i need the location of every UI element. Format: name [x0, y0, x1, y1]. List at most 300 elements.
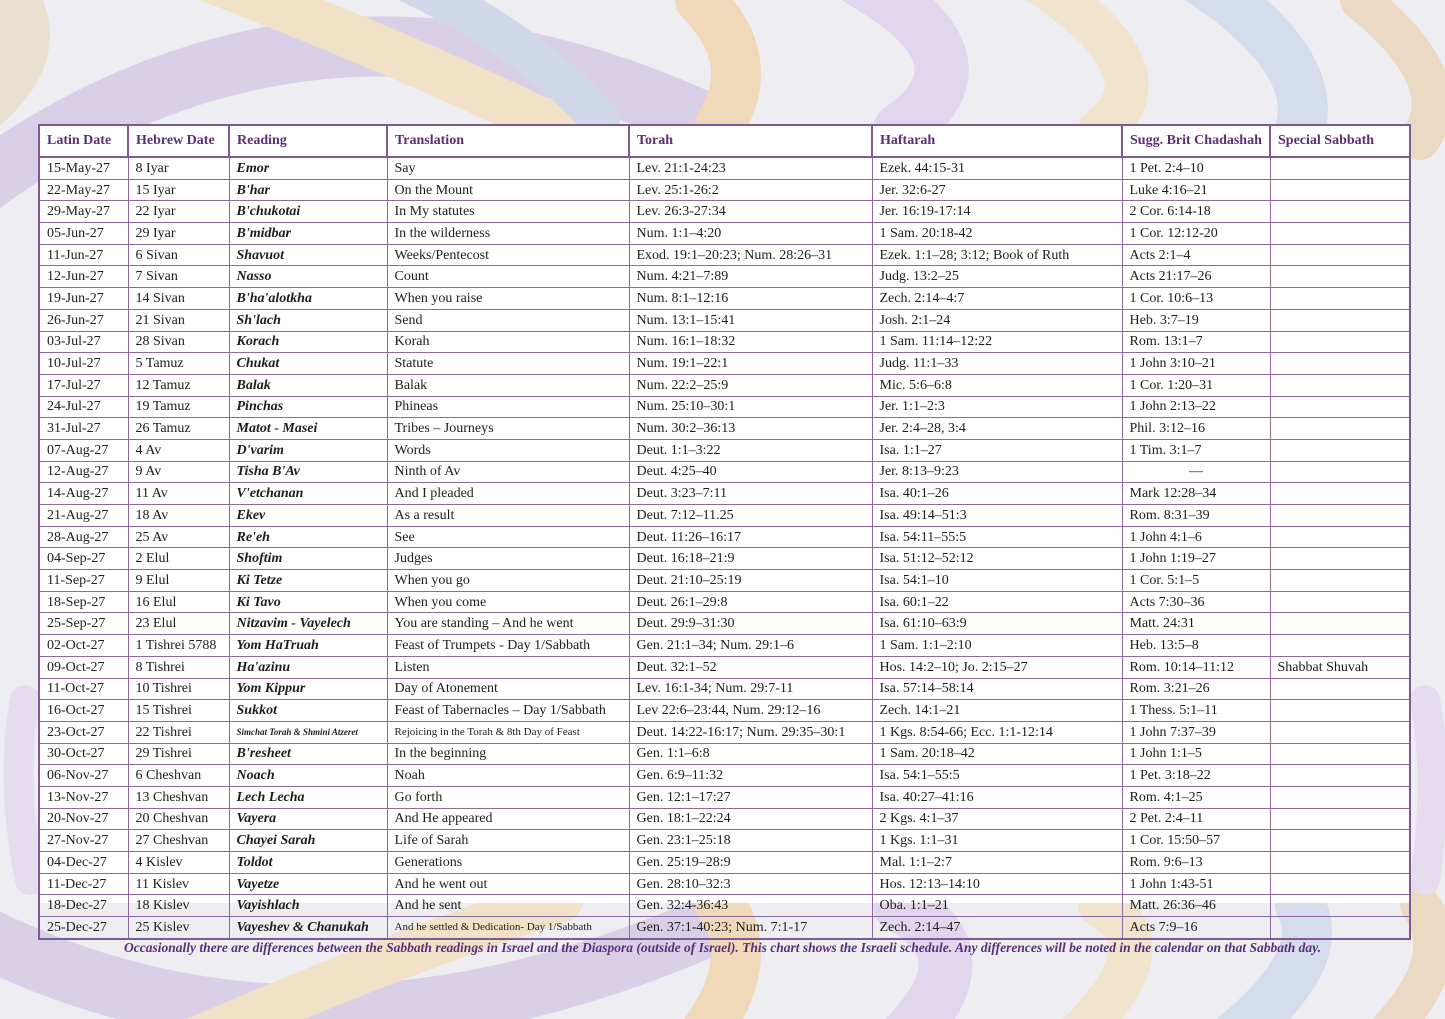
table-row [39, 765, 1410, 787]
cell-latin-date: 02-Oct-27 [39, 635, 128, 657]
cell-brit-chadashah: Acts 2:1–4 [1122, 244, 1270, 266]
cell-special-sabbath [1270, 635, 1410, 657]
header-special-sabbath: Special Sabbath [1270, 125, 1410, 157]
table-row [39, 635, 1410, 657]
table-row [39, 483, 1410, 505]
cell-translation: In My statutes [387, 201, 629, 223]
cell-latin-date: 23-Oct-27 [39, 721, 128, 743]
cell-torah: Num. 1:1–4:20 [629, 223, 872, 245]
cell-torah: Gen. 6:9–11:32 [629, 765, 872, 787]
cell-latin-date: 21-Aug-27 [39, 505, 128, 527]
table-row [39, 418, 1410, 440]
cell-special-sabbath: Shabbat Shuvah [1270, 656, 1410, 678]
table-row [39, 157, 1410, 179]
table-row [39, 374, 1410, 396]
cell-brit-chadashah: Acts 7:30–36 [1122, 591, 1270, 613]
cell-latin-date: 19-Jun-27 [39, 288, 128, 310]
cell-haftarah: Jer. 8:13–9:23 [872, 461, 1122, 483]
cell-reading: Pinchas [229, 396, 387, 418]
cell-torah: Lev. 26:3-27:34 [629, 201, 872, 223]
cell-latin-date: 26-Jun-27 [39, 309, 128, 331]
cell-torah: Gen. 32:4-36:43 [629, 895, 872, 917]
cell-haftarah: 1 Kgs. 1:1–31 [872, 830, 1122, 852]
cell-reading: Ki Tavo [229, 591, 387, 613]
cell-haftarah: Mic. 5:6–6:8 [872, 374, 1122, 396]
cell-latin-date: 27-Nov-27 [39, 830, 128, 852]
cell-reading: Tisha B'Av [229, 461, 387, 483]
cell-reading: Shavuot [229, 244, 387, 266]
cell-torah: Deut. 14:22-16:17; Num. 29:35–30:1 [629, 721, 872, 743]
cell-brit-chadashah: Matt. 26:36–46 [1122, 895, 1270, 917]
cell-haftarah: Jer. 16:19-17:14 [872, 201, 1122, 223]
cell-translation: Phineas [387, 396, 629, 418]
cell-translation: Listen [387, 656, 629, 678]
cell-translation: As a result [387, 505, 629, 527]
cell-hebrew-date: 18 Kislev [128, 895, 229, 917]
cell-hebrew-date: 11 Av [128, 483, 229, 505]
cell-haftarah: Josh. 2:1–24 [872, 309, 1122, 331]
cell-special-sabbath [1270, 418, 1410, 440]
header-latin-date: Latin Date [39, 125, 128, 157]
cell-reading: Sukkot [229, 700, 387, 722]
cell-special-sabbath [1270, 223, 1410, 245]
cell-latin-date: 24-Jul-27 [39, 396, 128, 418]
cell-hebrew-date: 10 Tishrei [128, 678, 229, 700]
table-row [39, 461, 1410, 483]
cell-translation: Noah [387, 765, 629, 787]
cell-brit-chadashah: Acts 21:17–26 [1122, 266, 1270, 288]
cell-haftarah: Isa. 61:10–63:9 [872, 613, 1122, 635]
cell-haftarah: Judg. 11:1–33 [872, 353, 1122, 375]
cell-haftarah: Ezek. 1:1–28; 3:12; Book of Ruth [872, 244, 1122, 266]
cell-translation: And I pleaded [387, 483, 629, 505]
cell-hebrew-date: 12 Tamuz [128, 374, 229, 396]
cell-brit-chadashah: 1 Cor. 15:50–57 [1122, 830, 1270, 852]
cell-latin-date: 05-Jun-27 [39, 223, 128, 245]
cell-haftarah: Isa. 54:1–10 [872, 570, 1122, 592]
cell-special-sabbath [1270, 786, 1410, 808]
cell-hebrew-date: 8 Iyar [128, 157, 229, 179]
cell-special-sabbath [1270, 526, 1410, 548]
cell-torah: Num. 8:1–12:16 [629, 288, 872, 310]
cell-translation: Count [387, 266, 629, 288]
cell-latin-date: 20-Nov-27 [39, 808, 128, 830]
cell-latin-date: 31-Jul-27 [39, 418, 128, 440]
cell-torah: Gen. 18:1–22:24 [629, 808, 872, 830]
cell-torah: Gen. 25:19–28:9 [629, 852, 872, 874]
cell-special-sabbath [1270, 873, 1410, 895]
cell-brit-chadashah: 1 Thess. 5:1–11 [1122, 700, 1270, 722]
table-row [39, 700, 1410, 722]
cell-hebrew-date: 25 Av [128, 526, 229, 548]
cell-brit-chadashah: 2 Cor. 6:14-18 [1122, 201, 1270, 223]
cell-brit-chadashah: 1 Tim. 3:1–7 [1122, 439, 1270, 461]
cell-latin-date: 12-Jun-27 [39, 266, 128, 288]
table-row [39, 873, 1410, 895]
cell-torah: Gen. 23:1–25:18 [629, 830, 872, 852]
cell-torah: Lev. 25:1-26:2 [629, 179, 872, 201]
cell-special-sabbath [1270, 570, 1410, 592]
cell-latin-date: 25-Dec-27 [39, 917, 128, 939]
cell-latin-date: 11-Dec-27 [39, 873, 128, 895]
cell-torah: Num. 25:10–30:1 [629, 396, 872, 418]
cell-haftarah: Hos. 14:2–10; Jo. 2:15–27 [872, 656, 1122, 678]
table-row [39, 223, 1410, 245]
cell-latin-date: 18-Sep-27 [39, 591, 128, 613]
cell-torah: Gen. 12:1–17:27 [629, 786, 872, 808]
cell-hebrew-date: 11 Kislev [128, 873, 229, 895]
cell-reading: Matot - Masei [229, 418, 387, 440]
cell-hebrew-date: 23 Elul [128, 613, 229, 635]
cell-haftarah: Hos. 12:13–14:10 [872, 873, 1122, 895]
cell-latin-date: 06-Nov-27 [39, 765, 128, 787]
cell-reading: B'resheet [229, 743, 387, 765]
cell-hebrew-date: 20 Cheshvan [128, 808, 229, 830]
cell-brit-chadashah: 1 John 2:13–22 [1122, 396, 1270, 418]
cell-hebrew-date: 29 Tishrei [128, 743, 229, 765]
cell-special-sabbath [1270, 700, 1410, 722]
cell-hebrew-date: 21 Sivan [128, 309, 229, 331]
table-row [39, 830, 1410, 852]
cell-special-sabbath [1270, 157, 1410, 179]
table-row [39, 439, 1410, 461]
cell-haftarah: Isa. 60:1–22 [872, 591, 1122, 613]
cell-brit-chadashah: 1 Pet. 2:4–10 [1122, 157, 1270, 179]
cell-haftarah: Judg. 13:2–25 [872, 266, 1122, 288]
cell-special-sabbath [1270, 591, 1410, 613]
cell-reading: Nitzavim - Vayelech [229, 613, 387, 635]
cell-latin-date: 29-May-27 [39, 201, 128, 223]
header-hebrew-date: Hebrew Date [128, 125, 229, 157]
cell-haftarah: Isa. 57:14–58:14 [872, 678, 1122, 700]
cell-haftarah: 1 Sam. 20:18–42 [872, 743, 1122, 765]
cell-hebrew-date: 25 Kislev [128, 917, 229, 939]
cell-reading: Nasso [229, 266, 387, 288]
cell-special-sabbath [1270, 548, 1410, 570]
cell-torah: Deut. 29:9–31:30 [629, 613, 872, 635]
cell-special-sabbath [1270, 374, 1410, 396]
cell-haftarah: Zech. 2:14–47 [872, 917, 1122, 939]
table-row [39, 505, 1410, 527]
cell-translation: Go forth [387, 786, 629, 808]
cell-special-sabbath [1270, 505, 1410, 527]
cell-hebrew-date: 4 Av [128, 439, 229, 461]
cell-hebrew-date: 2 Elul [128, 548, 229, 570]
cell-torah: Num. 4:21–7:89 [629, 266, 872, 288]
cell-latin-date: 11-Jun-27 [39, 244, 128, 266]
cell-brit-chadashah: 1 John 4:1–6 [1122, 526, 1270, 548]
cell-latin-date: 14-Aug-27 [39, 483, 128, 505]
footer-note: Occasionally there are differences between the Sabbath readings in Israel and the Diaspora (outside of Israel). This chart shows the Israeli schedule. Any differences will be noted in the calendar on that Sabbath day. [123, 940, 1322, 955]
cell-translation: When you raise [387, 288, 629, 310]
cell-hebrew-date: 5 Tamuz [128, 353, 229, 375]
cell-torah: Lev. 21:1-24:23 [629, 157, 872, 179]
sabbath-readings-table [38, 124, 1411, 940]
cell-reading: Korach [229, 331, 387, 353]
cell-translation: Life of Sarah [387, 830, 629, 852]
cell-latin-date: 25-Sep-27 [39, 613, 128, 635]
cell-reading: Lech Lecha [229, 786, 387, 808]
cell-brit-chadashah: Rom. 3:21–26 [1122, 678, 1270, 700]
cell-brit-chadashah: Rom. 4:1–25 [1122, 786, 1270, 808]
cell-haftarah: Isa. 51:12–52:12 [872, 548, 1122, 570]
cell-latin-date: 28-Aug-27 [39, 526, 128, 548]
cell-haftarah: Isa. 40:1–26 [872, 483, 1122, 505]
cell-brit-chadashah: Matt. 24:31 [1122, 613, 1270, 635]
cell-haftarah: Ezek. 44:15-31 [872, 157, 1122, 179]
cell-torah: Gen. 28:10–32:3 [629, 873, 872, 895]
cell-latin-date: 17-Jul-27 [39, 374, 128, 396]
cell-hebrew-date: 6 Cheshvan [128, 765, 229, 787]
cell-translation: Tribes – Journeys [387, 418, 629, 440]
cell-brit-chadashah: 1 John 1:19–27 [1122, 548, 1270, 570]
table-row [39, 743, 1410, 765]
cell-special-sabbath [1270, 461, 1410, 483]
cell-haftarah: 1 Kgs. 8:54-66; Ecc. 1:1-12:14 [872, 721, 1122, 743]
cell-torah: Exod. 19:1–20:23; Num. 28:26–31 [629, 244, 872, 266]
cell-translation: Judges [387, 548, 629, 570]
cell-hebrew-date: 19 Tamuz [128, 396, 229, 418]
cell-haftarah: 1 Sam. 1:1–2:10 [872, 635, 1122, 657]
cell-translation: And he sent [387, 895, 629, 917]
cell-reading: Yom Kippur [229, 678, 387, 700]
cell-special-sabbath [1270, 743, 1410, 765]
cell-latin-date: 03-Jul-27 [39, 331, 128, 353]
cell-brit-chadashah: 1 Cor. 5:1–5 [1122, 570, 1270, 592]
table-row [39, 895, 1410, 917]
cell-translation: See [387, 526, 629, 548]
cell-reading: Vayishlach [229, 895, 387, 917]
cell-hebrew-date: 26 Tamuz [128, 418, 229, 440]
cell-reading: Yom HaTruah [229, 635, 387, 657]
cell-reading: Toldot [229, 852, 387, 874]
header-haftarah: Haftarah [872, 125, 1122, 157]
table-row [39, 244, 1410, 266]
cell-reading: Emor [229, 157, 387, 179]
cell-torah: Deut. 32:1–52 [629, 656, 872, 678]
cell-translation: When you go [387, 570, 629, 592]
cell-hebrew-date: 15 Tishrei [128, 700, 229, 722]
cell-hebrew-date: 15 Iyar [128, 179, 229, 201]
table-row [39, 309, 1410, 331]
cell-latin-date: 22-May-27 [39, 179, 128, 201]
cell-haftarah: Zech. 2:14–4:7 [872, 288, 1122, 310]
table-row [39, 288, 1410, 310]
cell-reading: Chukat [229, 353, 387, 375]
cell-brit-chadashah: Rom. 10:14–11:12 [1122, 656, 1270, 678]
cell-torah: Deut. 11:26–16:17 [629, 526, 872, 548]
cell-reading: Sh'lach [229, 309, 387, 331]
cell-brit-chadashah: 1 Cor. 1:20–31 [1122, 374, 1270, 396]
cell-special-sabbath [1270, 678, 1410, 700]
cell-brit-chadashah: Acts 7:9–16 [1122, 917, 1270, 939]
cell-torah: Deut. 21:10–25:19 [629, 570, 872, 592]
cell-reading: Re'eh [229, 526, 387, 548]
cell-special-sabbath [1270, 613, 1410, 635]
cell-special-sabbath [1270, 895, 1410, 917]
cell-hebrew-date: 1 Tishrei 5788 [128, 635, 229, 657]
cell-translation: When you come [387, 591, 629, 613]
cell-reading: Ekev [229, 505, 387, 527]
cell-translation: And he settled & Dedication- Day 1/Sabbath [387, 917, 629, 939]
cell-torah: Num. 22:2–25:9 [629, 374, 872, 396]
cell-reading: B'midbar [229, 223, 387, 245]
cell-special-sabbath [1270, 288, 1410, 310]
cell-reading: Ha'azinu [229, 656, 387, 678]
table-row [39, 179, 1410, 201]
cell-torah: Num. 16:1–18:32 [629, 331, 872, 353]
cell-latin-date: 12-Aug-27 [39, 461, 128, 483]
cell-special-sabbath [1270, 244, 1410, 266]
table-row [39, 353, 1410, 375]
cell-torah: Deut. 3:23–7:11 [629, 483, 872, 505]
cell-hebrew-date: 13 Cheshvan [128, 786, 229, 808]
cell-translation: Korah [387, 331, 629, 353]
cell-brit-chadashah: 1 John 1:1–5 [1122, 743, 1270, 765]
cell-haftarah: Isa. 1:1–27 [872, 439, 1122, 461]
cell-translation: Feast of Trumpets - Day 1/Sabbath [387, 635, 629, 657]
table-row [39, 201, 1410, 223]
cell-torah: Deut. 7:12–11.25 [629, 505, 872, 527]
cell-brit-chadashah: Rom. 8:31–39 [1122, 505, 1270, 527]
cell-special-sabbath [1270, 331, 1410, 353]
table-row [39, 786, 1410, 808]
cell-special-sabbath [1270, 179, 1410, 201]
table-row [39, 852, 1410, 874]
cell-reading: V'etchanan [229, 483, 387, 505]
cell-reading: D'varim [229, 439, 387, 461]
cell-brit-chadashah: Mark 12:28–34 [1122, 483, 1270, 505]
cell-latin-date: 07-Aug-27 [39, 439, 128, 461]
table-row [39, 526, 1410, 548]
cell-special-sabbath [1270, 808, 1410, 830]
cell-latin-date: 16-Oct-27 [39, 700, 128, 722]
cell-translation: Ninth of Av [387, 461, 629, 483]
header-translation: Translation [387, 125, 629, 157]
cell-torah: Num. 30:2–36:13 [629, 418, 872, 440]
cell-latin-date: 10-Jul-27 [39, 353, 128, 375]
cell-translation: Day of Atonement [387, 678, 629, 700]
cell-special-sabbath [1270, 309, 1410, 331]
cell-latin-date: 11-Oct-27 [39, 678, 128, 700]
table-row [39, 613, 1410, 635]
cell-haftarah: Jer. 2:4–28, 3:4 [872, 418, 1122, 440]
cell-translation: And he went out [387, 873, 629, 895]
cell-special-sabbath [1270, 266, 1410, 288]
cell-haftarah: Jer. 32:6-27 [872, 179, 1122, 201]
cell-special-sabbath [1270, 201, 1410, 223]
cell-latin-date: 30-Oct-27 [39, 743, 128, 765]
cell-translation: On the Mount [387, 179, 629, 201]
cell-special-sabbath [1270, 852, 1410, 874]
cell-hebrew-date: 9 Av [128, 461, 229, 483]
cell-translation: In the wilderness [387, 223, 629, 245]
cell-translation: Weeks/Pentecost [387, 244, 629, 266]
cell-reading: B'chukotai [229, 201, 387, 223]
cell-brit-chadashah: 2 Pet. 2:4–11 [1122, 808, 1270, 830]
cell-brit-chadashah: Phil. 3:12–16 [1122, 418, 1270, 440]
cell-hebrew-date: 27 Cheshvan [128, 830, 229, 852]
cell-brit-chadashah: 1 John 1:43-51 [1122, 873, 1270, 895]
cell-reading: Noach [229, 765, 387, 787]
cell-hebrew-date: 18 Av [128, 505, 229, 527]
header-reading: Reading [229, 125, 387, 157]
table-row [39, 396, 1410, 418]
cell-translation: In the beginning [387, 743, 629, 765]
cell-special-sabbath [1270, 721, 1410, 743]
cell-latin-date: 04-Sep-27 [39, 548, 128, 570]
table-row [39, 721, 1410, 743]
cell-special-sabbath [1270, 917, 1410, 939]
cell-translation: You are standing – And he went [387, 613, 629, 635]
cell-brit-chadashah: 1 Pet. 3:18–22 [1122, 765, 1270, 787]
cell-haftarah: Oba. 1:1–21 [872, 895, 1122, 917]
table-row [39, 548, 1410, 570]
cell-hebrew-date: 29 Iyar [128, 223, 229, 245]
cell-brit-chadashah: Rom. 9:6–13 [1122, 852, 1270, 874]
cell-torah: Gen. 1:1–6:8 [629, 743, 872, 765]
cell-hebrew-date: 28 Sivan [128, 331, 229, 353]
cell-torah: Num. 19:1–22:1 [629, 353, 872, 375]
cell-special-sabbath [1270, 483, 1410, 505]
cell-latin-date: 18-Dec-27 [39, 895, 128, 917]
cell-reading: Chayei Sarah [229, 830, 387, 852]
cell-latin-date: 15-May-27 [39, 157, 128, 179]
cell-haftarah: Isa. 40:27–41:16 [872, 786, 1122, 808]
header-torah: Torah [629, 125, 872, 157]
cell-torah: Gen. 37:1-40:23; Num. 7:1-17 [629, 917, 872, 939]
cell-torah: Deut. 16:18–21:9 [629, 548, 872, 570]
cell-hebrew-date: 6 Sivan [128, 244, 229, 266]
cell-latin-date: 13-Nov-27 [39, 786, 128, 808]
cell-brit-chadashah: Heb. 13:5–8 [1122, 635, 1270, 657]
table-row [39, 570, 1410, 592]
cell-latin-date: 11-Sep-27 [39, 570, 128, 592]
cell-reading: Simchat Torah & Shmini Atzeret [229, 721, 387, 743]
table-row [39, 591, 1410, 613]
cell-reading: B'ha'alotkha [229, 288, 387, 310]
cell-translation: Rejoicing in the Torah & 8th Day of Feast [387, 721, 629, 743]
cell-translation: Words [387, 439, 629, 461]
cell-torah: Deut. 26:1–29:8 [629, 591, 872, 613]
table-row [39, 917, 1410, 939]
table-header-row [39, 125, 1410, 157]
cell-special-sabbath [1270, 396, 1410, 418]
cell-brit-chadashah: Rom. 13:1–7 [1122, 331, 1270, 353]
cell-hebrew-date: 14 Sivan [128, 288, 229, 310]
cell-brit-chadashah: –– [1122, 461, 1270, 483]
cell-reading: Balak [229, 374, 387, 396]
cell-hebrew-date: 8 Tishrei [128, 656, 229, 678]
cell-reading: Shoftim [229, 548, 387, 570]
cell-translation: Say [387, 157, 629, 179]
cell-torah: Lev 22:6–23:44, Num. 29:12–16 [629, 700, 872, 722]
cell-reading: Ki Tetze [229, 570, 387, 592]
cell-haftarah: Mal. 1:1–2:7 [872, 852, 1122, 874]
cell-hebrew-date: 9 Elul [128, 570, 229, 592]
cell-latin-date: 04-Dec-27 [39, 852, 128, 874]
cell-torah: Deut. 4:25–40 [629, 461, 872, 483]
cell-haftarah: 2 Kgs. 4:1–37 [872, 808, 1122, 830]
table-row [39, 266, 1410, 288]
cell-reading: Vayetze [229, 873, 387, 895]
header-brit-chadashah: Sugg. Brit Chadashah [1122, 125, 1270, 157]
cell-hebrew-date: 4 Kislev [128, 852, 229, 874]
cell-haftarah: Isa. 49:14–51:3 [872, 505, 1122, 527]
cell-hebrew-date: 22 Iyar [128, 201, 229, 223]
cell-translation: Feast of Tabernacles – Day 1/Sabbath [387, 700, 629, 722]
cell-translation: Statute [387, 353, 629, 375]
